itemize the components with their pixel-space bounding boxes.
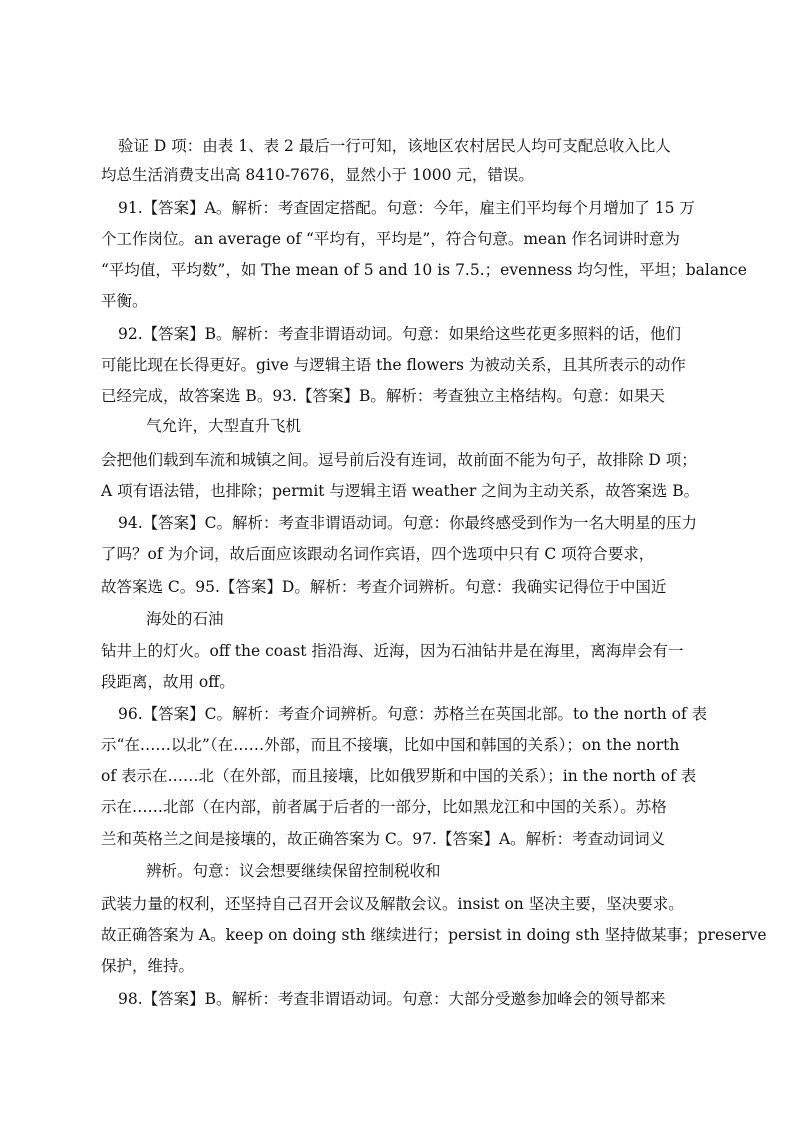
text-line: 了吗？of 为介词，故后面应该跟动名词作宾语，四个选项中只有 C 项符合要求， — [101, 545, 655, 563]
text-line: A 项有语法错，也排除；permit 与逻辑主语 weather 之间为主动关系，故答案选 B。 — [101, 482, 700, 500]
text-line: 个工作岗位。an average of “平均有，平均是”，符合句意。mean 作名词讲时意为 — [101, 230, 680, 248]
text-line: 故答案选 C。95.【答案】D。解析：考查介词辨析。句意：我确实记得位于中国近 — [101, 578, 667, 596]
text-line: of 表示在……北（在外部，而且接壤，比如俄罗斯和中国的关系）；in the north of 表 — [101, 767, 697, 785]
text-line: “平均值，平均数”，如 The mean of 5 and 10 is 7.5.；evenness 均匀性，平坦；balance — [101, 261, 747, 279]
text-line: 武装力量的权利，还坚持自己召开会议及解散会议。insist on 坚决主要，坚决要求。 — [101, 895, 684, 913]
text-line: 钻井上的灯火。off the coast 指沿海、近海，因为石油钻井是在海里，离海岸会有一 — [101, 642, 684, 660]
text-line: 已经完成，故答案选 B。93.【答案】B。解析：考查独立主格结构。句意：如果天 — [101, 387, 665, 405]
text-line: 平衡。 — [101, 292, 148, 310]
text-line: 辨析。句意：议会想要继续保留控制税收和 — [146, 862, 441, 880]
text-line: 会把他们载到车流和城镇之间。逗号前后没有连词，故前面不能为句子，故排除 D 项； — [101, 451, 697, 469]
text-line: 示在……北部（在内部，前者属于后者的一部分，比如黑龙江和中国的关系）。苏格 — [101, 798, 667, 816]
text-line: 可能比现在长得更好。give 与逻辑主语 the flowers 为被动关系，且其所表示的动作 — [101, 356, 686, 374]
text-line: 兰和英格兰之间是接壤的，故正确答案为 C。97.【答案】A。解析：考查动词词义 — [101, 830, 666, 848]
text-line: 92.【答案】B。解析：考查非谓语动词。句意：如果给这些花更多照料的话，他们 — [118, 325, 682, 343]
text-line: 96.【答案】C。解析：考查介词辨析。句意：苏格兰在英国北部。to the north of 表 — [118, 705, 708, 723]
text-line: 保护，维持。 — [101, 957, 195, 975]
text-line: 故正确答案为 A。keep on doing sth 继续进行；persist in doing sth 坚持做某事；preserve — [101, 926, 767, 944]
text-line: 段距离，故用 off。 — [101, 673, 235, 691]
text-line: 94.【答案】C。解析：考查非谓语动词。句意：你最终感受到作为一名大明星的压力 — [118, 514, 698, 532]
text-line: 均总生活消费支出高 8410-7676，显然小于 1000 元，错误。 — [101, 166, 534, 184]
text-line: 98.【答案】B。解析：考查非谓语动词。句意：大部分受邀参加峰会的领导都来 — [118, 990, 666, 1008]
text-line: 气允许，大型直升飞机 — [146, 417, 302, 435]
text-line: 91.【答案】A。解析：考查固定搭配。句意：今年，雇主们平均每个月增加了 15 万 — [118, 199, 695, 217]
text-line: 示“在……以北”（在……外部，而且不接壤，比如中国和韩国的关系）；on the north — [101, 736, 680, 754]
text-line: 验证 D 项：由表 1、表 2 最后一行可知，该地区农村居民人均可支配总收入比人 — [118, 137, 671, 155]
text-line: 海处的石油 — [146, 610, 224, 628]
